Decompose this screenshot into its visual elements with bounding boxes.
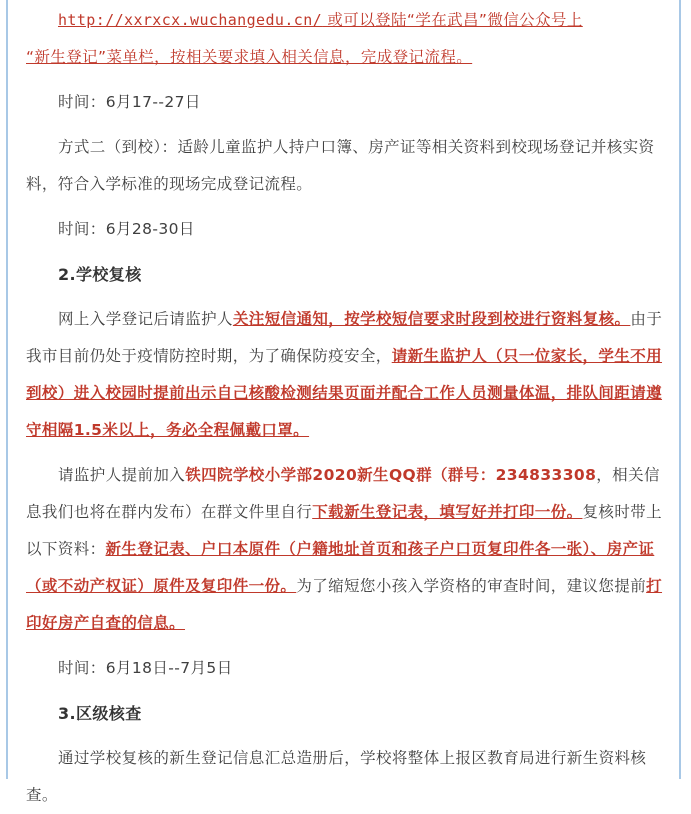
intro-menu-text: “新生登记”菜单栏，按相关要求填入相关信息，完成登记流程。 xyxy=(26,48,473,66)
s2p2-download-form: 下载新生登记表，填写好并打印一份。 xyxy=(312,503,583,521)
s2p2-text-c: ，相关信息我们也将在群内发布）在群文件里自行 xyxy=(26,466,660,521)
time-1: 时间：6月17--27日 xyxy=(58,93,201,111)
s2p2-text-g: 为了缩短您小孩入学资格的审查时间，建议您提前 xyxy=(296,577,647,595)
section-3-title: 3.区级核查 xyxy=(58,704,142,723)
s2p1-text-a: 网上入学登记后请监护人 xyxy=(58,310,233,328)
s2p1-sms-notice: 关注短信通知，按学校短信要求时段到校进行资料复核。 xyxy=(232,310,631,328)
intro-line-2 xyxy=(26,39,666,76)
s2p1-text-c: 由于我市目前仍处于疫情防控时期，为了确保防疫安全， xyxy=(26,310,663,365)
s2p2-print-property-info: 打印好房产自查的信息。 xyxy=(26,577,663,632)
registration-url-link[interactable]: http://xxrxcx.wuchangedu.cn/ xyxy=(58,11,323,29)
s2p2-text-a: 请监护人提前加入 xyxy=(58,466,186,484)
s2p2-text-e: 复核时带上以下资料： xyxy=(26,503,663,558)
section-2-title: 2.学校复核 xyxy=(58,265,142,284)
section-3-paragraph: 通过学校复核的新生登记信息汇总造册后，学校将整体上报区教育局进行新生资料核查。 xyxy=(26,749,647,804)
section-2-time: 时间：6月18日--7月5日 xyxy=(58,659,233,677)
s2p1-covid-requirements: 请新生监护人（只一位家长，学生不用到校）进入校园时提前出示自己核酸检测结果页面并配合工作人员测量体温，排队间距请遵守相隔1.5米以上，务必全程佩戴口罩。 xyxy=(26,347,663,439)
intro-line-1 xyxy=(26,0,666,39)
section-2-paragraph-2 xyxy=(26,457,666,642)
article-content xyxy=(26,0,666,814)
intro-wechat-text: 或可以登陆“学在武昌”微信公众号上 xyxy=(322,11,583,29)
s2p2-qq-group: 铁四院学校小学部2020新生QQ群（群号：234833308 xyxy=(185,466,597,484)
time-2: 时间：6月28-30日 xyxy=(58,220,195,238)
section-2-paragraph-1 xyxy=(26,301,666,449)
s2p2-required-documents: 新生登记表、户口本原件（户籍地址首页和孩子户口页复印件各一张）、房产证（或不动产权证）原件及复印件一份。 xyxy=(26,540,655,595)
method-2-paragraph: 方式二（到校）：适龄儿童监护人持户口簿、房产证等相关资料到校现场登记并核实资料，符合入学标准的现场完成登记流程。 xyxy=(26,138,655,193)
